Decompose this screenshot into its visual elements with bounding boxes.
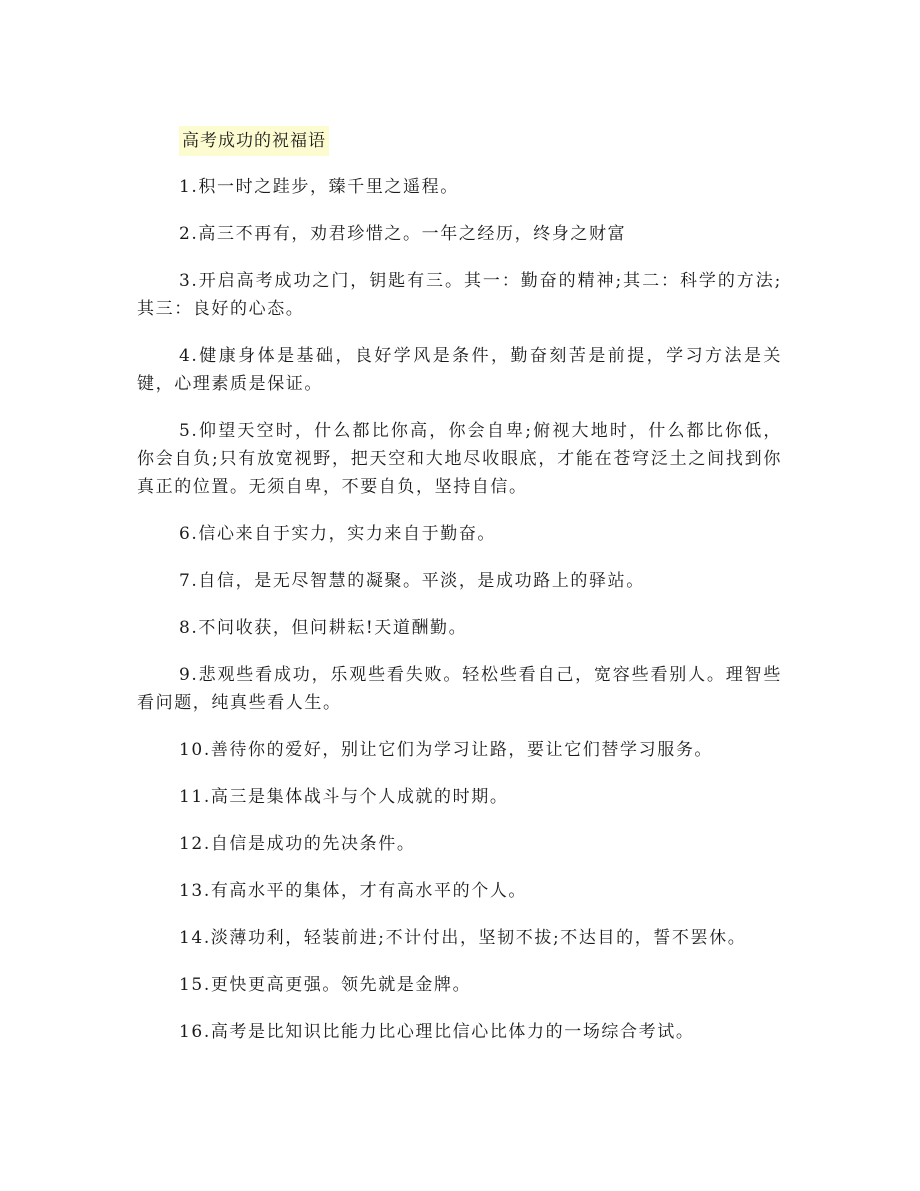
paragraph-7: 7.自信，是无尽智慧的凝聚。平淡，是成功路上的驿站。 (179, 571, 645, 591)
paragraph-13: 13.有高水平的集体，才有高水平的个人。 (179, 881, 528, 901)
paragraph-3: 3.开启高考成功之门，钥匙有三。其一：勤奋的精神;其二：科学的方法;其三：良好的心态。 (137, 271, 782, 319)
paragraph-15: 15.更快更高更强。领先就是金牌。 (179, 975, 472, 995)
paragraph-4: 4.健康身体是基础，良好学风是条件，勤奋刻苦是前提，学习方法是关键，心理素质是保证。 (137, 346, 782, 394)
paragraph-8: 8.不问收获，但问耕耘!天道酬勤。 (179, 618, 468, 638)
paragraph-12: 12.自信是成功的先决条件。 (179, 834, 416, 854)
paragraph-6: 6.信心来自于实力，实力来自于勤奋。 (179, 524, 497, 544)
title-row (137, 126, 782, 156)
paragraph-5: 5.仰望天空时，什么都比你高，你会自卑;俯视大地时，什么都比你低，你会自负;只有放宽视野，把天空和大地尽收眼底，才能在苍穹泛土之间找到你真正的位置。无须自卑，不要自负，坚持自信。 (137, 421, 782, 497)
paragraph-10: 10.善待你的爱好，别让它们为学习让路，要让它们替学习服务。 (179, 740, 714, 760)
paragraph-9: 9.悲观些看成功，乐观些看失败。轻松些看自己，宽容些看别人。理智些看问题，纯真些看人生。 (137, 665, 782, 713)
paragraph-2: 2.高三不再有，劝君珍惜之。一年之经历，终身之财富 (179, 224, 627, 244)
paragraph-11: 11.高三是集体战斗与个人成就的时期。 (179, 787, 509, 807)
document-body (137, 126, 782, 1046)
paragraph-16: 16.高考是比知识比能力比心理比信心比体力的一场综合考试。 (179, 1022, 695, 1042)
paragraph-1: 1.积一时之跬步，臻千里之遥程。 (179, 177, 459, 197)
document-title: 高考成功的祝福语 (179, 126, 329, 156)
paragraph-14: 14.淡薄功利，轻装前进;不计付出，坚韧不拔;不达目的，誓不罢休。 (179, 928, 747, 948)
